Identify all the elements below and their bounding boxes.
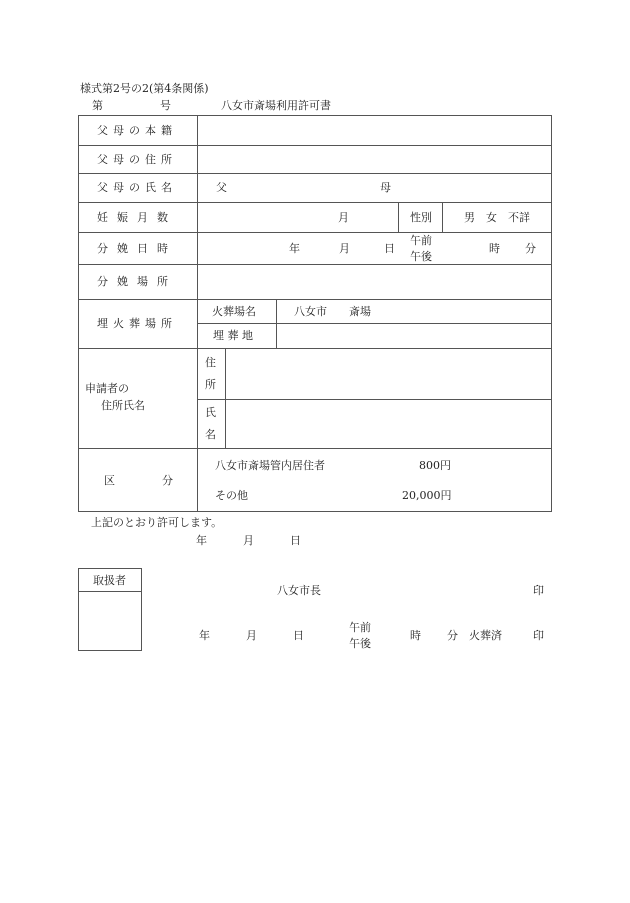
permit-day-unit: 日 <box>290 534 301 547</box>
parents-domicile-field[interactable] <box>205 125 545 139</box>
permit-number-suffix: 号 <box>160 99 171 112</box>
sex-divider-right <box>442 202 443 232</box>
mayor-seal: 印 <box>533 584 544 597</box>
cremation-seal: 印 <box>533 629 544 642</box>
handler-box-divider <box>78 591 142 592</box>
father-label: 父 <box>216 181 227 194</box>
form-number: 様式第2号の2(第4条関係) <box>80 82 209 95</box>
applicant-name-field[interactable] <box>232 412 544 440</box>
sex-divider-left <box>398 202 399 232</box>
category-label-1: 区 <box>104 474 115 487</box>
permit-number-prefix: 第 <box>92 99 103 112</box>
burial-place-label: 埋火葬場所 <box>97 317 177 330</box>
handler-stamp-area[interactable] <box>82 596 138 646</box>
month-unit: 月 <box>338 211 349 224</box>
crematorium-name-value: 八女市 斎場 <box>294 305 371 318</box>
category-label-2: 分 <box>162 474 173 487</box>
pregnancy-months-label: 妊娠月数 <box>97 211 177 224</box>
parents-address-field[interactable] <box>205 154 545 168</box>
cremation-hour-unit: 時 <box>410 629 421 642</box>
other-label[interactable]: その他 <box>215 489 248 502</box>
applicant-divider <box>225 348 226 448</box>
name-char-1: 氏 <box>205 406 216 419</box>
cremation-day-unit: 日 <box>293 629 304 642</box>
row-line <box>78 232 552 233</box>
name-char-2: 名 <box>205 428 216 441</box>
delivery-place-label: 分娩場所 <box>97 275 177 288</box>
row-line <box>78 348 552 349</box>
other-fee: 20,000円 <box>402 489 452 502</box>
cremation-am[interactable]: 午前 <box>349 621 371 634</box>
mother-label: 母 <box>380 181 391 194</box>
row-line <box>197 399 552 400</box>
label-column-divider <box>197 115 198 512</box>
cremation-minute-unit: 分 <box>447 629 458 642</box>
delivery-place-field[interactable] <box>205 276 545 290</box>
document-title: 八女市斎場利用許可書 <box>221 99 331 112</box>
row-line <box>78 448 552 449</box>
parents-address-label: 父母の住所 <box>97 153 177 166</box>
delivery-year-unit: 年 <box>289 242 300 255</box>
address-char-1: 住 <box>205 356 216 369</box>
delivery-am[interactable]: 午前 <box>410 234 432 247</box>
handler-label: 取扱者 <box>93 574 126 587</box>
row-line <box>78 264 552 265</box>
cremation-pm[interactable]: 午後 <box>349 637 371 650</box>
crematorium-name-label: 火葬場名 <box>212 305 256 318</box>
parents-name-label: 父母の氏名 <box>97 181 177 194</box>
delivery-month-unit: 月 <box>339 242 350 255</box>
row-line <box>78 299 552 300</box>
delivery-minute-unit: 分 <box>525 242 536 255</box>
delivery-hour-unit: 時 <box>489 242 500 255</box>
burial-divider <box>276 299 277 348</box>
sex-options[interactable]: 男 女 不詳 <box>464 211 530 224</box>
cremation-month-unit: 月 <box>246 629 257 642</box>
applicant-label-line1: 申請者の <box>85 382 129 395</box>
mayor-label: 八女市長 <box>277 584 321 597</box>
row-line <box>78 173 552 174</box>
permit-month-unit: 月 <box>243 534 254 547</box>
permit-year-unit: 年 <box>196 534 207 547</box>
applicant-address-field[interactable] <box>232 362 544 390</box>
row-line <box>78 145 552 146</box>
cremation-year-unit: 年 <box>199 629 210 642</box>
delivery-day-unit: 日 <box>384 242 395 255</box>
row-line <box>78 202 552 203</box>
address-char-2: 所 <box>205 378 216 391</box>
parents-domicile-label: 父母の本籍 <box>97 124 177 137</box>
applicant-label-line2: 住所氏名 <box>101 399 145 412</box>
delivery-datetime-label: 分娩日時 <box>97 242 177 255</box>
resident-label[interactable]: 八女市斎場管内居住者 <box>215 459 325 472</box>
sex-label: 性別 <box>410 211 432 224</box>
resident-fee: 800円 <box>419 459 451 472</box>
burial-site-field[interactable] <box>284 330 544 344</box>
burial-site-label: 埋 葬 地 <box>213 329 253 342</box>
permit-statement: 上記のとおり許可します。 <box>91 516 223 529</box>
delivery-pm[interactable]: 午後 <box>410 250 432 263</box>
cremation-done-label: 火葬済 <box>469 629 502 642</box>
row-line <box>197 323 552 324</box>
